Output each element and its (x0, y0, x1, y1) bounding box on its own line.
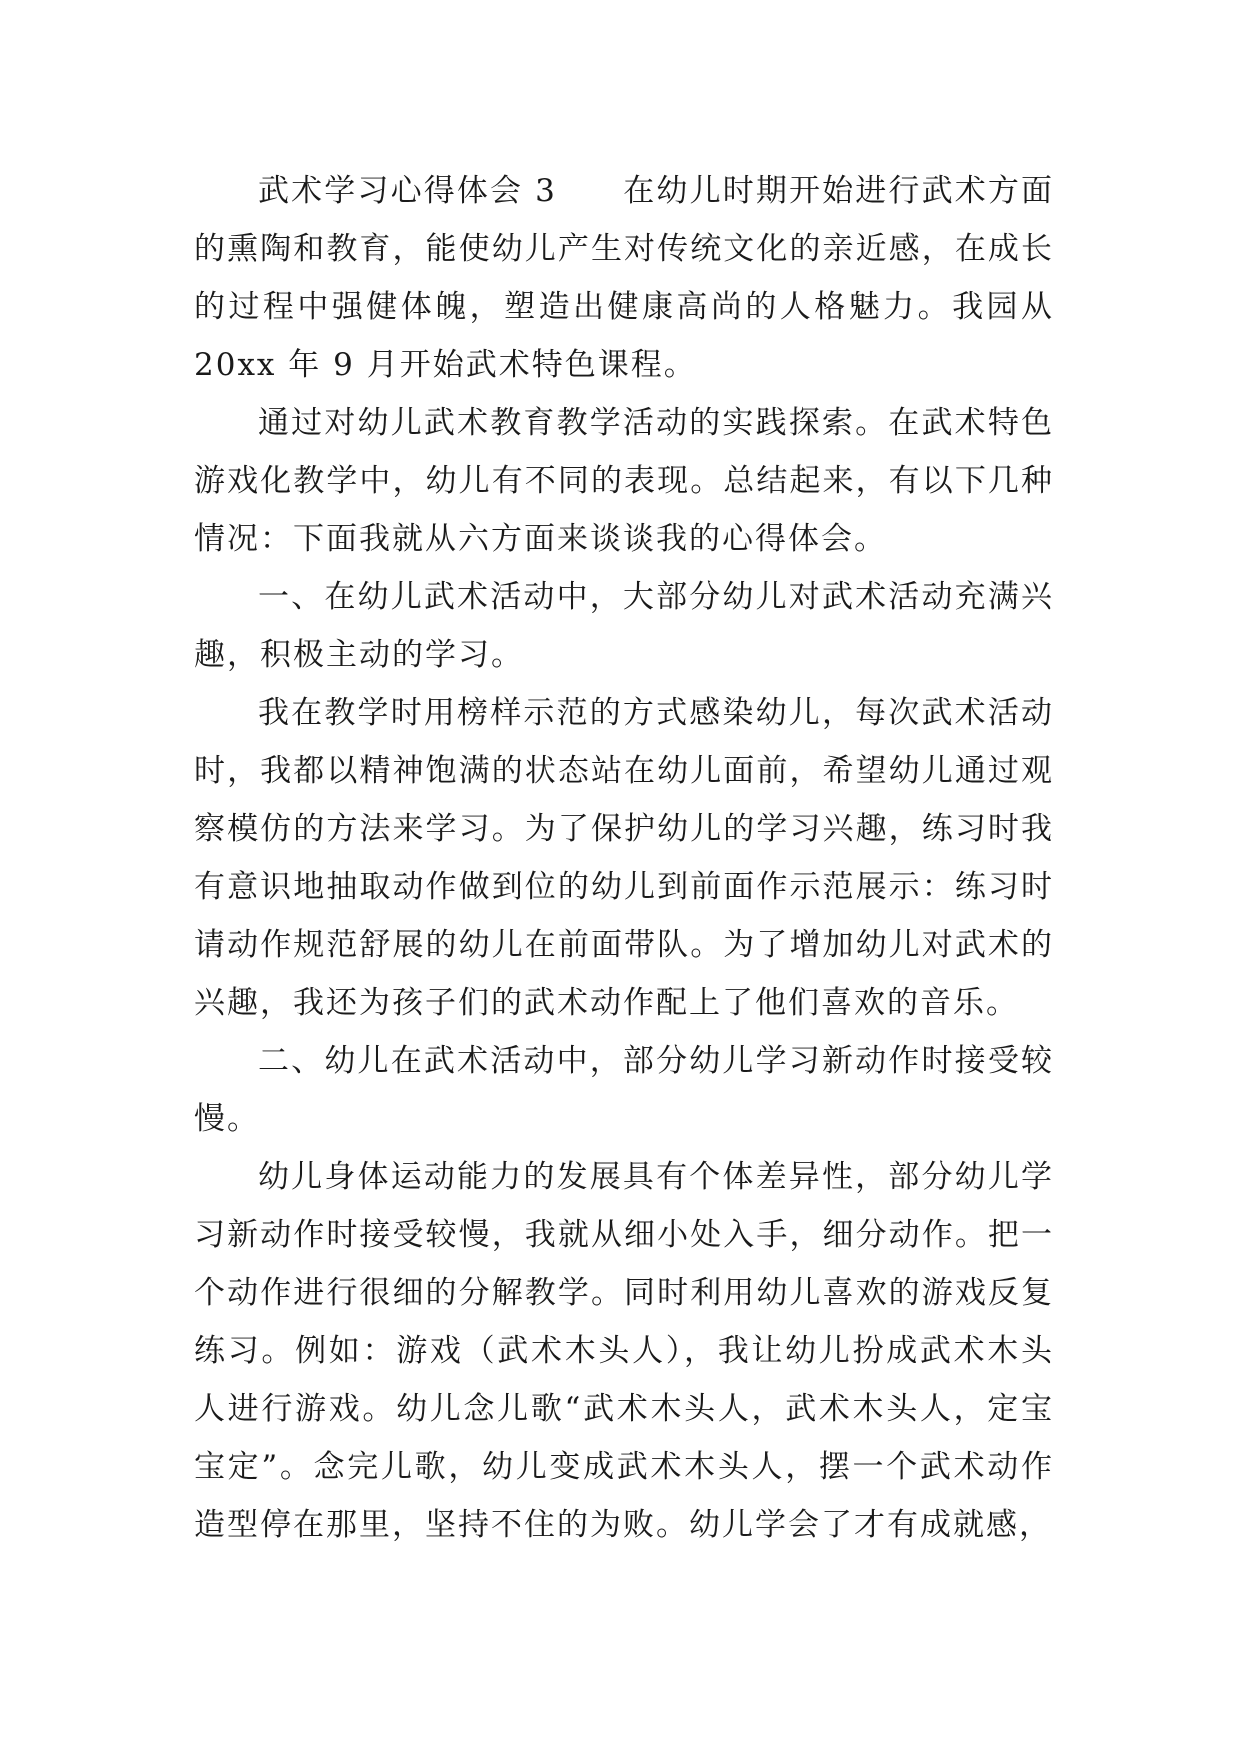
paragraph-1: 武术学习心得体会 3 在幼儿时期开始进行武术方面的熏陶和教育，能使幼儿产生对传统文化的亲近感，在成长的过程中强健体魄，塑造出健康高尚的人格魅力。我园从20xx 年 9 月开始武术特色课程。 (194, 173, 1054, 383)
paragraph-3: 一、在幼儿武术活动中，大部分幼儿对武术活动充满兴趣，积极主动的学习。 (194, 579, 1054, 673)
paragraph-5: 二、幼儿在武术活动中，部分幼儿学习新动作时接受较慢。 (194, 1043, 1054, 1137)
document-body (194, 162, 1054, 1554)
paragraph-4: 我在教学时用榜样示范的方式感染幼儿，每次武术活动时，我都以精神饱满的状态站在幼儿面前，希望幼儿通过观察模仿的方法来学习。为了保护幼儿的学习兴趣，练习时我有意识地抽取动作做到位的幼儿到前面作示范展示：练习时请动作规范舒展的幼儿在前面带队。为了增加幼儿对武术的兴趣，我还为孩子们的武术动作配上了他们喜欢的音乐。 (194, 695, 1054, 1021)
paragraph-6: 幼儿身体运动能力的发展具有个体差异性，部分幼儿学习新动作时接受较慢，我就从细小处入手，细分动作。把一个动作进行很细的分解教学。同时利用幼儿喜欢的游戏反复练习。例如：游戏（武术木头人），我让幼儿扮成武术木头人进行游戏。幼儿念儿歌“武术木头人，武术木头人，定宝宝定”。念完儿歌，幼儿变成武术木头人，摆一个武术动作造型停在那里，坚持不住的为败。幼儿学会了才有成就感， (194, 1159, 1054, 1543)
paragraph-2: 通过对幼儿武术教育教学活动的实践探索。在武术特色游戏化教学中，幼儿有不同的表现。总结起来，有以下几种情况：下面我就从六方面来谈谈我的心得体会。 (194, 405, 1054, 557)
